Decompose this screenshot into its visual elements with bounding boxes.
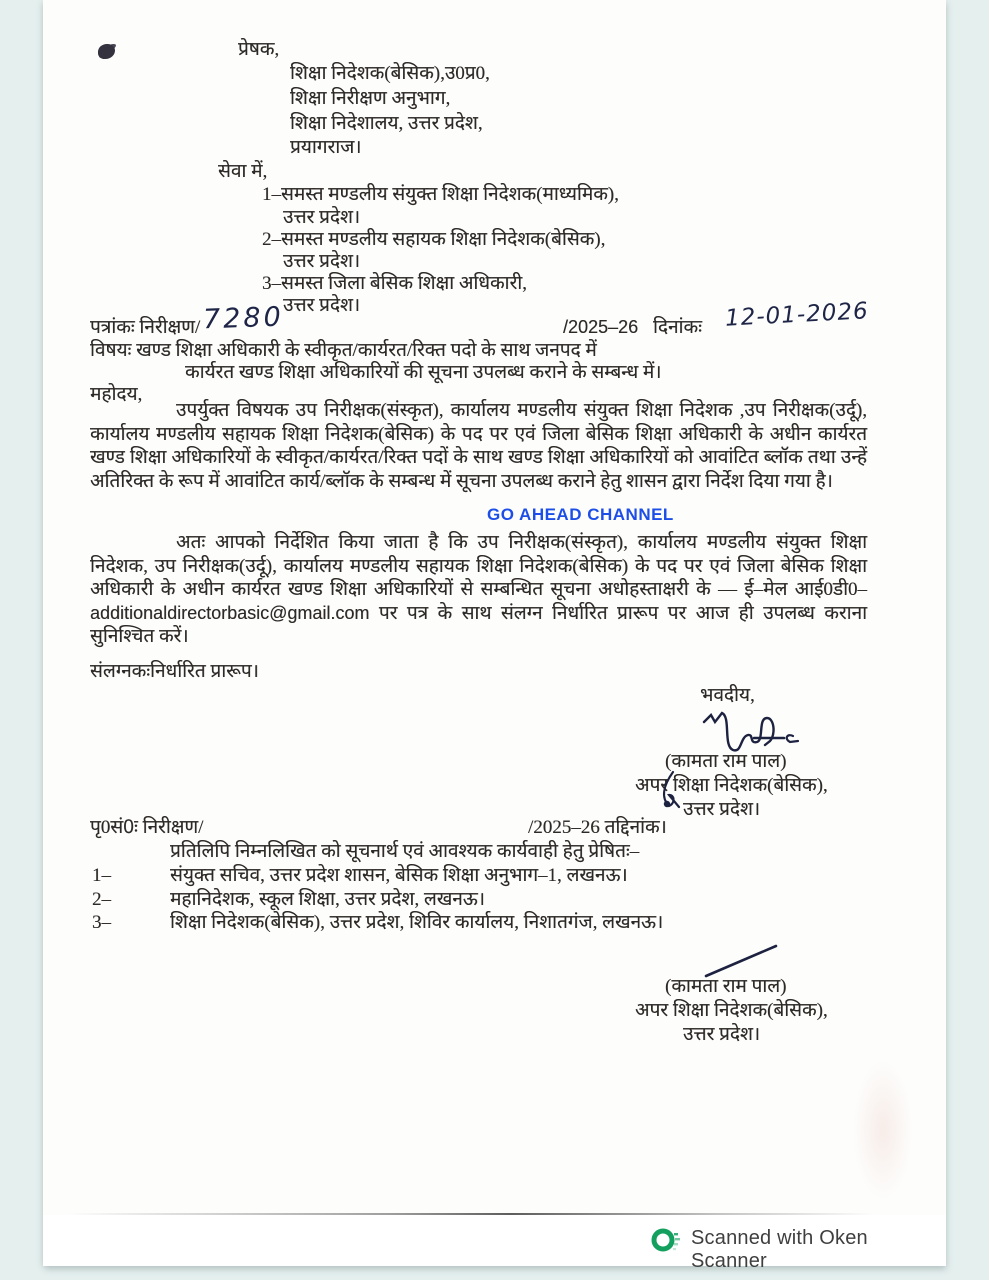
copy-number: 1–: [92, 865, 111, 886]
sender-line: शिक्षा निदेशक(बेसिक),उ0प्र0,: [290, 63, 490, 84]
sender-label: प्रेषक,: [238, 39, 280, 60]
recipient-line: 1–समस्त मण्डलीय संयुक्त शिक्षा निदेशक(माध्यमिक),: [262, 184, 619, 205]
email-address: additionaldirectorbasic@gmail.com: [90, 602, 370, 623]
copy-heading: प्रतिलिपि निम्नलिखित को सूचनार्थ एवं आवश्यक कार्यवाही हेतु प्रेषितः–: [170, 841, 640, 862]
signatory-place: उत्तर प्रदेश।: [683, 1024, 761, 1045]
recipient-line: 2–समस्त मण्डलीय सहायक शिक्षा निदेशक(बेसिक),: [262, 229, 606, 250]
recipient-line: उत्तर प्रदेश।: [283, 251, 361, 272]
reference-label: पत्रांकः निरीक्षण/: [90, 317, 201, 338]
body-paragraph-2: [90, 531, 867, 649]
handwritten-letter-number: 7280: [202, 301, 285, 336]
enclosure-line: संलग्नकःनिर्धारित प्रारूप।: [90, 661, 259, 682]
recipients-label: सेवा में,: [218, 161, 268, 182]
sender-line: प्रयागराज।: [290, 137, 362, 158]
signatory-name: (कामता राम पाल): [665, 751, 787, 772]
channel-watermark: GO AHEAD CHANNEL: [487, 505, 674, 524]
copy-item: शिक्षा निदेशक(बेसिक), उत्तर प्रदेश, शिविर कार्यालय, निशातगंज, लखनऊ।: [170, 912, 664, 933]
scan-smudge: [853, 1060, 913, 1200]
oken-scanner-logo-icon: [651, 1225, 681, 1255]
copy-number: 3–: [92, 912, 111, 933]
closing: भवदीय,: [700, 685, 755, 706]
signatory-title: अपर शिक्षा निदेशक(बेसिक),: [635, 1000, 828, 1021]
sender-line: शिक्षा निदेशालय, उत्तर प्रदेश,: [290, 113, 483, 134]
para2-text-before: अतः आपको निर्देशित किया जाता है कि उप निरीक्षक(संस्कृत), कार्यालय मण्डलीय संयुक्त शिक्षा निदेशक, उप निरीक्षक(उर्दू), कार्यालय मण्डलीय सहायक शिक्षा निदेशक(बेसिक) के पद पर एवं जिला बेसिक शिक्षा अधिकारी के अधीन कार्यरत खण्ड शिक्षा अधिकारियों से सम्बन्धित सूचना अधोहस्ताक्षरी के — ई–मेल आई0डी0–: [90, 532, 867, 600]
scanner-footer-bar: [43, 1215, 946, 1272]
endorsement-ref: पृ0सं0ः निरीक्षण/: [90, 817, 204, 838]
signature-slash: [698, 942, 798, 978]
para2-text-after: पर पत्र के साथ संलग्न निर्धारित प्रारूप पर आज ही उपलब्ध कराना सुनिश्चित करें।: [90, 602, 867, 647]
reference-year: /2025–26: [563, 317, 639, 337]
signatory-name: (कामता राम पाल): [665, 976, 787, 997]
scanner-footer-label: Scanned with Oken Scanner: [691, 1227, 868, 1272]
subject-line2: कार्यरत खण्ड शिक्षा अधिकारियों की सूचना उपलब्ध कराने के सम्बन्ध में।: [185, 362, 662, 383]
body-paragraph-1: उपर्युक्त विषयक उप निरीक्षक(संस्कृत), कार्यालय मण्डलीय संयुक्त शिक्षा निदेशक ,उप निरीक्षक(उर्दू), कार्यालय मण्डलीय सहायक शिक्षा निदेशक(बेसिक) के पद पर एवं जिला बेसिक शिक्षा अधिकारी के अधीन कार्यरत खण्ड शिक्षा अधिकारियों के स्वीकृत/कार्यरत/रिक्त पदों के साथ खण्ड शिक्षा अधिकारियों को आवांटित ब्लॉक तथा उन्हें अतिरिक्त के रूप में आवांटित कार्य/ब्लॉक के सम्बन्ध में सूचना उपलब्ध कराने हेतु शासन द्वारा निर्देश दिया गया है।: [90, 400, 867, 492]
endorsement-year: /2025–26 तद्दिनांक।: [528, 817, 667, 838]
salutation: महोदय,: [90, 384, 143, 405]
recipient-line: उत्तर प्रदेश।: [283, 207, 361, 228]
signatory-title: अपर शिक्षा निदेशक(बेसिक),: [635, 775, 828, 796]
signature-pen-tail: [651, 770, 691, 815]
ink-blot: [98, 44, 115, 59]
copy-number: 2–: [92, 889, 111, 910]
recipient-line: 3–समस्त जिला बेसिक शिक्षा अधिकारी,: [262, 273, 527, 294]
sender-line: शिक्षा निरीक्षण अनुभाग,: [290, 88, 451, 109]
copy-item: महानिदेशक, स्कूल शिक्षा, उत्तर प्रदेश, लखनऊ।: [170, 889, 485, 910]
copy-item: संयुक्त सचिव, उत्तर प्रदेश शासन, बेसिक शिक्षा अनुभाग–1, लखनऊ।: [170, 865, 628, 886]
subject-line1: विषयः खण्ड शिक्षा अधिकारी के स्वीकृत/कार्यरत/रिक्त पदो के साथ जनपद में: [90, 340, 597, 361]
recipient-line: उत्तर प्रदेश।: [283, 295, 361, 316]
handwritten-date: 12-01-2026: [724, 298, 870, 332]
date-label: दिनांकः: [653, 317, 702, 338]
signatory-place: उत्तर प्रदेश।: [683, 799, 761, 820]
letter-page: [43, 0, 946, 1272]
